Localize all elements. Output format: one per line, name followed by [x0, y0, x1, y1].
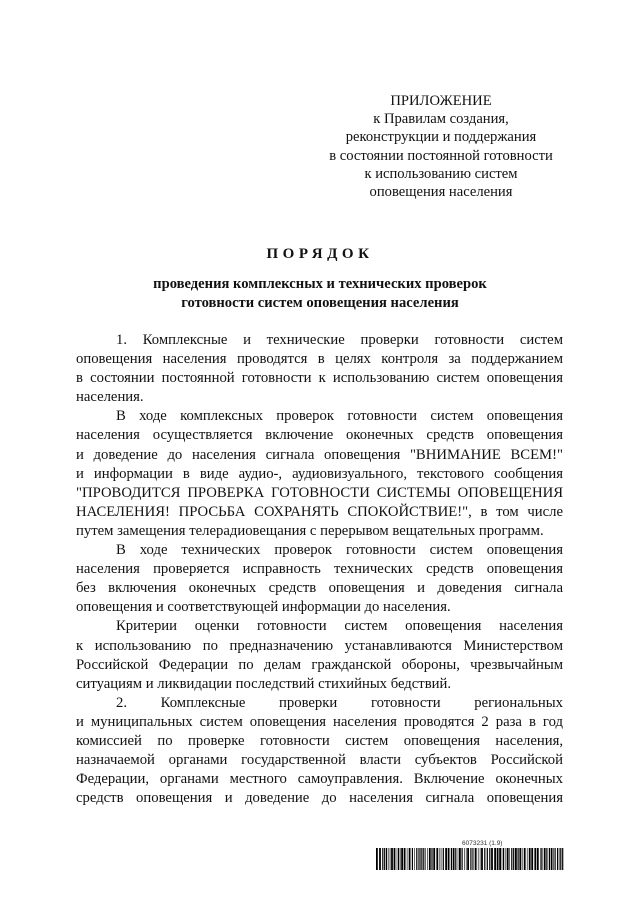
body-line: оповещения населения проводятся в целях контроля за поддержанием: [76, 351, 563, 368]
body-line: Критерии оценки готовности систем оповещения населения: [116, 618, 563, 635]
body-line: к использованию по предназначению устанавливаются Министерством: [76, 637, 563, 654]
body-line: населения проверяется исправность технических средств оповещения: [76, 561, 563, 578]
body-line: Федерации, органами местного самоуправления. Включение оконечных: [76, 771, 563, 788]
body-line: и муниципальных систем оповещения населения проводятся 2 раза в год: [76, 713, 563, 730]
document-subtitle: [0, 275, 640, 312]
body-line: комиссией по проверке готовности систем оповещения населения,: [76, 732, 563, 749]
body-line: путем замещения телерадиовещания с перерывом вещательных программ.: [76, 522, 544, 539]
barcode-image: [376, 848, 564, 870]
body-line: 2. Комплексные проверки готовности региональных: [116, 694, 563, 711]
body-line: средств оповещения и доведение до населения сигнала оповещения: [76, 790, 563, 807]
body-line: НАСЕЛЕНИЯ! ПРОСЬБА СОХРАНЯТЬ СПОКОЙСТВИЕ!", в том числе: [76, 503, 563, 520]
annex-line: к использованию систем: [364, 165, 518, 182]
annex-line: ПРИЛОЖЕНИЕ: [390, 93, 492, 109]
body-line: 1. Комплексные и технические проверки готовности систем: [116, 332, 563, 348]
annex-header: [316, 92, 566, 201]
subtitle-line: проведения комплексных и технических проверок: [153, 276, 487, 292]
body-line: Российской Федерации по делам гражданской обороны, чрезвычайным: [76, 656, 563, 673]
document-code: 6073231 (1.9): [462, 840, 503, 847]
body-line: ситуациям и ликвидации последствий стихийных бедствий.: [76, 675, 452, 692]
annex-line: реконструкции и поддержания: [345, 129, 537, 146]
body-line: оповещения и соответствующей информации до населения.: [76, 599, 451, 616]
body-line: назначаемой органами государственной власти субъектов Российской: [76, 752, 563, 769]
subtitle-line: готовности систем оповещения населения: [181, 294, 459, 311]
annex-line: к Правилам создания,: [373, 111, 509, 128]
body-line: населения.: [76, 389, 144, 406]
body-line: В ходе технических проверок готовности систем оповещения: [116, 542, 563, 559]
annex-line: оповещения населения: [369, 184, 513, 201]
body-line: населения осуществляется включение оконечных средств оповещения: [76, 427, 563, 444]
document-body: [76, 331, 563, 808]
document-title: ПОРЯДОК: [266, 246, 374, 262]
body-line: "ПРОВОДИТСЯ ПРОВЕРКА ГОТОВНОСТИ СИСТЕМЫ ОПОВЕЩЕНИЯ: [76, 484, 563, 501]
annex-line: в состоянии постоянной готовности: [329, 147, 553, 164]
body-line: В ходе комплексных проверок готовности систем оповещения: [116, 408, 563, 425]
body-line: без включения оконечных средств оповещения и доведения сигнала: [76, 580, 563, 597]
body-line: и информации в виде аудио-, аудиовизуального, текстового сообщения: [76, 465, 563, 482]
body-line: и доведение до населения сигнала оповещения "ВНИМАНИЕ ВСЕМ!": [76, 446, 563, 463]
body-line: в состоянии постоянной готовности к использованию систем оповещения: [76, 370, 563, 387]
